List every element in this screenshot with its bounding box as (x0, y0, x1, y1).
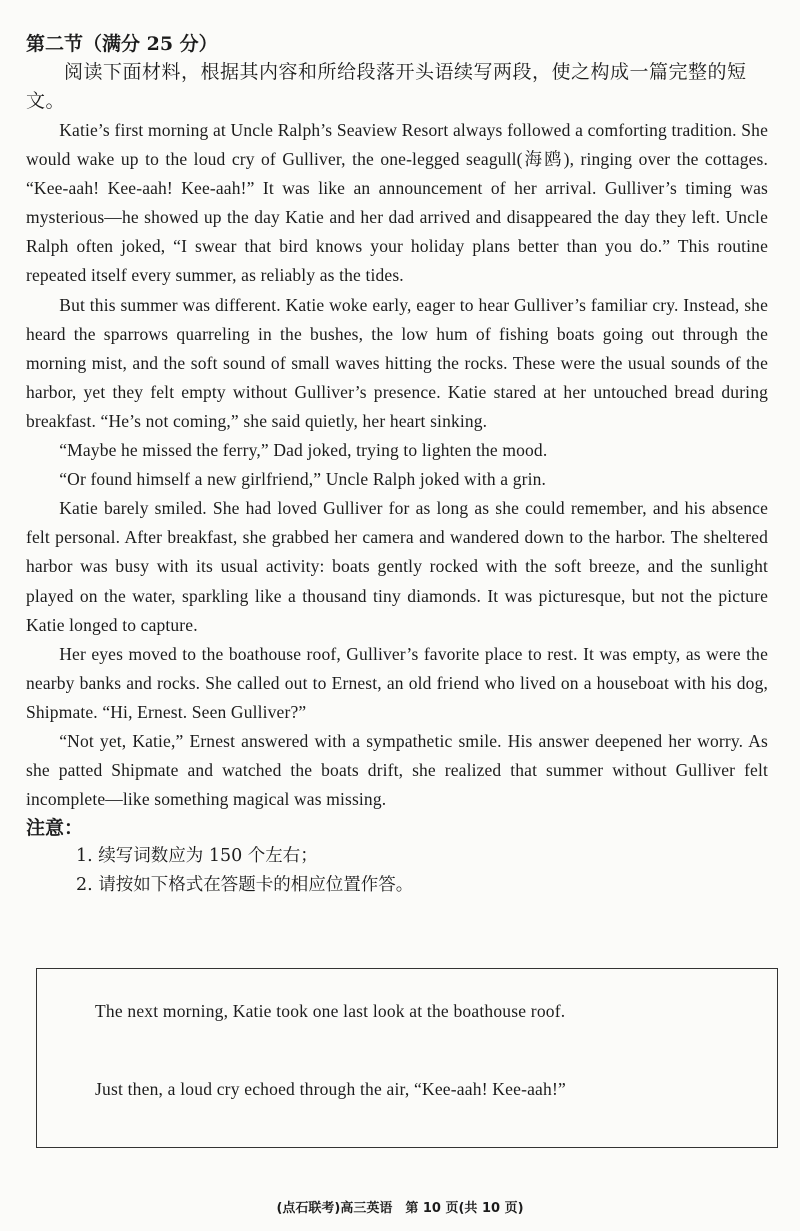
note-item: 1. 续写词数应为 150 个左右； (76, 846, 318, 867)
notes-heading: 注意： (26, 817, 84, 840)
passage-paragraph: Katie’s first morning at Uncle Ralph’s Seaview Resort always followed a comforting tradition. She would wake up to the loud cry of Gulliver, the one-legged seagull(海鸥), ringing over the cottages. “Kee-aah! Kee-aah! Kee-aah!” It was like an announcement of her arrival. Gulliver’s timing was mysterious—he showed up the day Katie and her dad arrived and disappeared the day they left. Uncle Ralph often joked, “I swear that bird knows your holiday plans better than you do.” This routine repeated itself every summer, as reliably as the tides. (26, 120, 768, 286)
paragraph-opening-2: Just then, a loud cry echoed through the air, “Kee-aah! Kee-aah!” (95, 1079, 566, 1099)
section-title: 第二节（满分 25 分） (26, 33, 218, 55)
passage-paragraph: Katie barely smiled. She had loved Gulliver for as long as she could remember, and his absence felt personal. After breakfast, she grabbed her camera and wandered down to the harbor. The sheltered harbor was busy with its usual activity: boats gently rocked with the soft breeze, and the sunlight played on the water, sparkling like a thousand tiny diamonds. It was picturesque, but not the picture Katie longed to capture. (26, 498, 768, 635)
passage-paragraph: Her eyes moved to the boathouse roof, Gulliver’s favorite place to rest. It was empty, as were the nearby banks and rocks. She called out to Ernest, an old friend who lived on a houseboat with his dog, Shipmate. “Hi, Ernest. Seen Gulliver?” (26, 643, 768, 722)
answer-box (36, 968, 778, 1148)
section-instruction: 阅读下面材料，根据其内容和所给段落开头语续写两段，使之构成一篇完整的短文。 (26, 61, 747, 112)
passage-paragraph: But this summer was different. Katie woke early, eager to hear Gulliver’s familiar cry. Instead, she heard the sparrows quarreling in the bushes, the low hum of fishing boats going out through the morning mist, and the soft sound of small waves hitting the rocks. These were the usual sounds of the harbor, yet they felt empty without Gulliver’s presence. Katie stared at her untouched bread during breakfast. “He’s not coming,” she said quietly, her heart sinking. (26, 294, 768, 431)
passage-paragraph: “Maybe he missed the ferry,” Dad joked, trying to lighten the mood. (59, 440, 548, 461)
reading-passage (26, 116, 768, 814)
paragraph-opening-1: The next morning, Katie took one last look at the boathouse roof. (95, 1001, 566, 1021)
notes-section (26, 814, 768, 900)
note-item: 2. 请按如下格式在答题卡的相应位置作答。 (76, 875, 414, 896)
passage-paragraph: “Or found himself a new girlfriend,” Uncle Ralph joked with a grin. (59, 469, 547, 490)
passage-paragraph: “Not yet, Katie,” Ernest answered with a sympathetic smile. His answer deepened her worry. As she patted Shipmate and watched the boats drift, she realized that summer without Gulliver felt incomplete—like something magical was missing. (26, 730, 768, 810)
page-footer: (点石联考)高三英语 第 10 页(共 10 页) (276, 1201, 524, 1216)
